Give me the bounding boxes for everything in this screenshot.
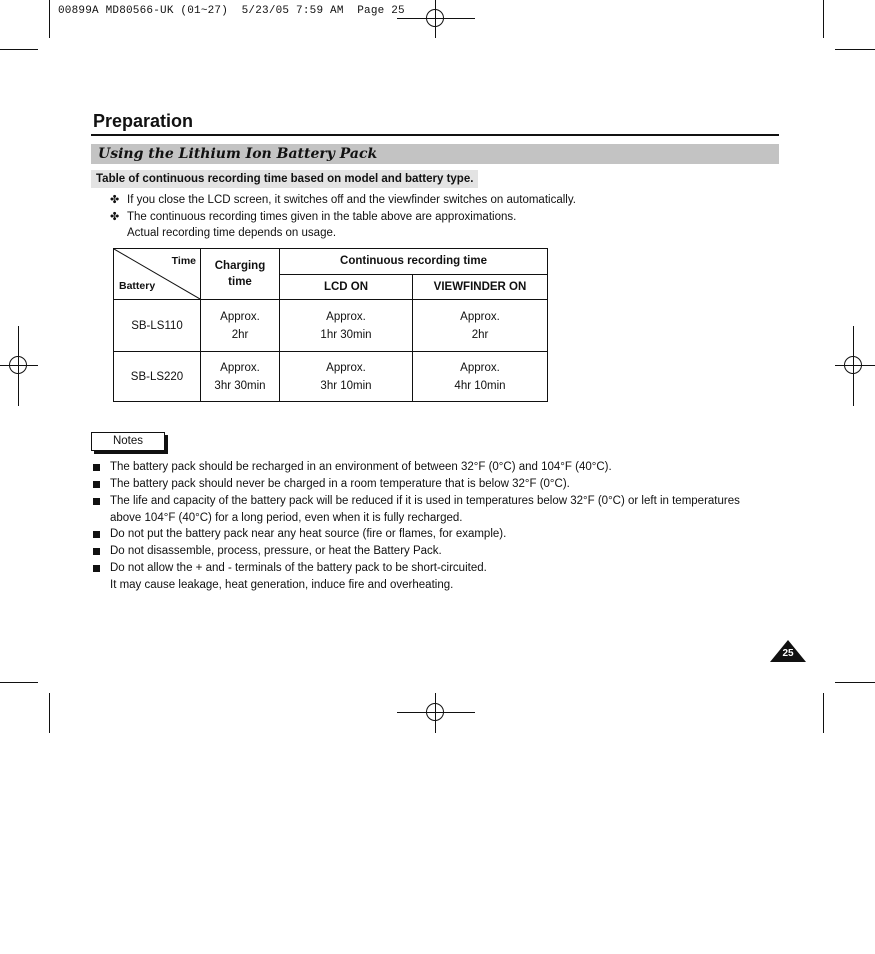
printer-slug: 00899A MD80566-UK (01~27) 5/23/05 7:59 AM Page 25 (58, 5, 405, 17)
charging-time-cell: Approx. 2hr (201, 300, 280, 352)
recording-time-table (113, 248, 548, 402)
square-bullet-icon (93, 565, 100, 572)
lcd-on-header: LCD ON (280, 274, 413, 300)
crop-mark (823, 0, 824, 38)
cross-bullet-icon: ✤ (110, 211, 120, 223)
crop-mark (0, 49, 38, 50)
square-bullet-icon (93, 498, 100, 505)
crop-mark (823, 693, 824, 733)
crop-mark (835, 49, 875, 50)
table-subheading: Table of continuous recording time based on model and battery type. (91, 170, 478, 188)
square-bullet-icon (93, 531, 100, 538)
lcd-time-cell: Approx. 1hr 30min (280, 300, 413, 352)
crop-mark (835, 682, 875, 683)
lcd-time-cell: Approx. 3hr 10min (280, 352, 413, 402)
charging-time-cell: Approx. 3hr 30min (201, 352, 280, 402)
page-title: Preparation (93, 111, 194, 131)
cross-bullet-icon: ✤ (110, 194, 120, 206)
viewfinder-time-cell: Approx. 4hr 10min (413, 352, 548, 402)
square-bullet-icon (93, 548, 100, 555)
intro-bullet-continued: Actual recording time depends on usage. (127, 227, 337, 239)
square-bullet-icon (93, 481, 100, 488)
table-row (114, 352, 548, 402)
charging-header-line: time (228, 276, 252, 288)
battery-model-cell: SB-LS110 (114, 300, 201, 352)
page-number-badge (770, 640, 806, 664)
corner-label-battery: Battery (119, 280, 156, 292)
section-title: Using the Lithium Ion Battery Pack (98, 146, 378, 162)
crop-mark (49, 693, 50, 733)
viewfinder-on-header: VIEWFINDER ON (413, 274, 548, 300)
notes-label: Notes (91, 432, 165, 451)
title-divider (91, 134, 779, 136)
crop-mark (0, 682, 38, 683)
intro-bullet: The continuous recording times given in the table above are approximations. (127, 211, 517, 223)
battery-model-cell: SB-LS220 (114, 352, 201, 402)
section-header-bar (91, 144, 779, 164)
page-number: 25 (782, 648, 794, 659)
charging-header-line: Charging (214, 260, 266, 272)
intro-bullet: If you close the LCD screen, it switches off and the viewfinder switches on automatically. (127, 194, 576, 206)
table-corner-cell (114, 249, 201, 300)
table-row (114, 300, 548, 352)
corner-label-time: Time (171, 255, 196, 267)
continuous-recording-header: Continuous recording time (280, 249, 548, 275)
viewfinder-time-cell: Approx. 2hr (413, 300, 548, 352)
square-bullet-icon (93, 464, 100, 471)
crop-mark (49, 0, 50, 38)
charging-time-header (201, 249, 280, 300)
